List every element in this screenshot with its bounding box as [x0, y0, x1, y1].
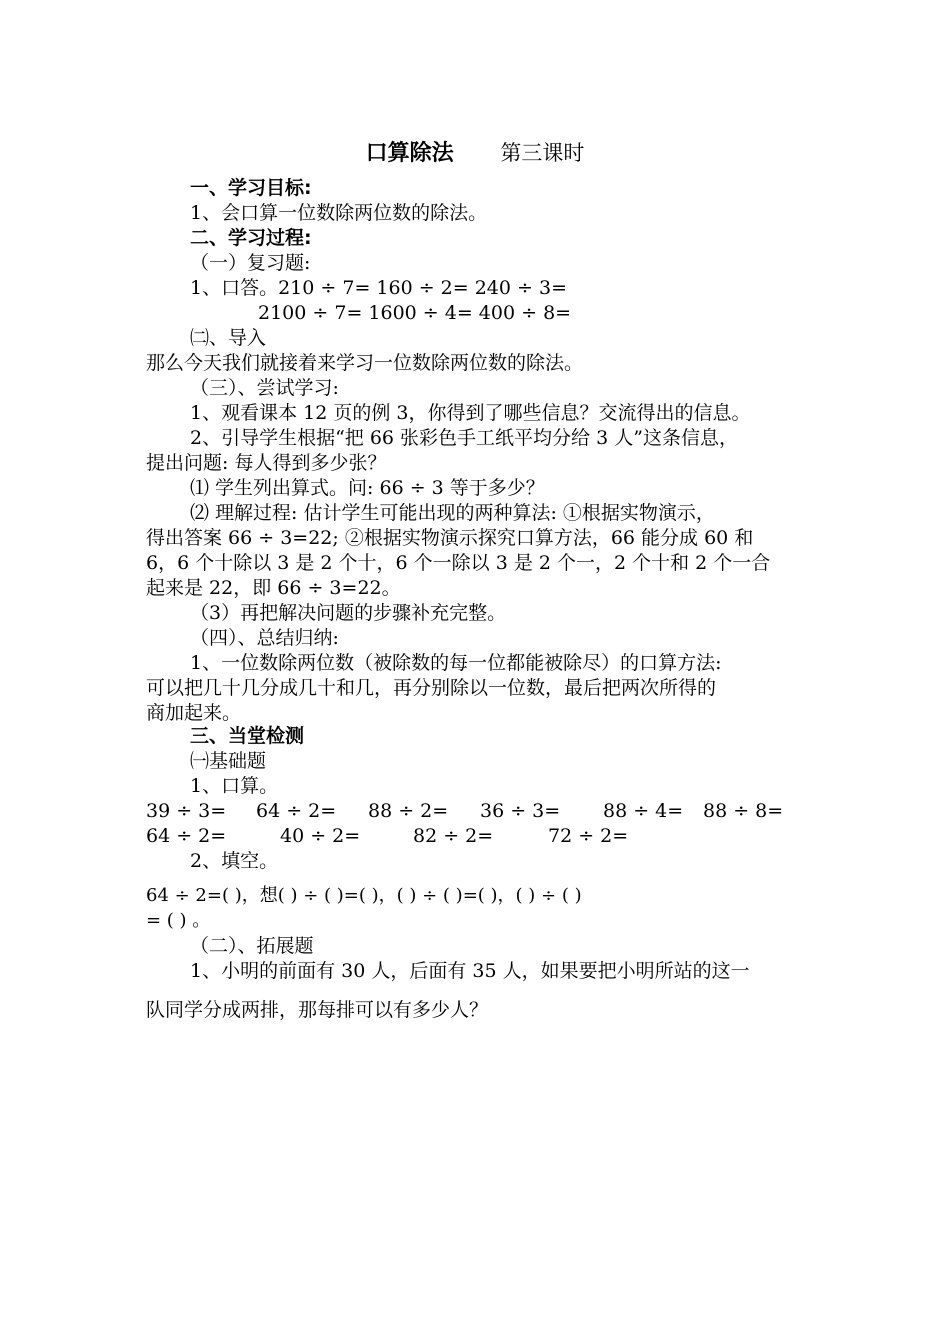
heading-check	[190, 724, 304, 748]
extension-item-1: 1、小明的前面有 30 人，后面有 35 人，如果要把小明所站的这一	[190, 960, 750, 982]
section-basic: ㈠基础题	[190, 750, 267, 772]
section-intro: ㈡、导入	[190, 327, 267, 349]
try-item-2-cont: 提出问题: 每人得到多少张？	[146, 452, 387, 474]
oral-item: 64 ÷ 2=	[256, 800, 337, 822]
summary-line-1: 1、一位数除两位数（被除数的每一位都能被除尽）的口算方法:	[190, 652, 722, 674]
summary-line-3: 商加起来。	[146, 702, 242, 724]
try-step-2-cont-2: 6，6 个十除以 3 是 2 个十，6 个一除以 3 是 2 个一，2 个十和 2 个一合	[146, 552, 771, 574]
try-step-3: （3）再把解决问题的步骤补充完整。	[190, 602, 507, 624]
extension-item-1-cont: 队同学分成两排，那每排可以有多少人？	[146, 999, 489, 1021]
oral-item: 72 ÷ 2=	[548, 825, 629, 847]
heading-goals: 一、学习目标:	[190, 177, 312, 199]
review-line-2: 2100 ÷ 7= 1600 ÷ 4= 400 ÷ 8=	[258, 302, 572, 324]
section-try: （三）、尝试学习:	[190, 377, 339, 399]
fill-line-2: = ( ) 。	[146, 910, 211, 931]
intro-text: 那么今天我们就接着来学习一位数除两位数的除法。	[146, 352, 584, 374]
fill-line-1: 64 ÷ 2=( )，想( ) ÷ ( )=( )，( ) ÷ ( )=( )，( ) ÷ ( )	[146, 885, 582, 906]
try-step-2-cont-1: 得出答案 66 ÷ 3=22; ②根据实物演示探究口算方法，66 能分成 60 和	[146, 527, 754, 549]
title-sub: 第三课时	[500, 141, 585, 165]
page-title	[0, 136, 950, 167]
oral-item: 88 ÷ 2=	[368, 800, 449, 822]
try-step-2: ⑵ 理解过程: 估计学生可能出现的两种算法: ①根据实物演示，	[190, 502, 715, 524]
review-line-1: 1、口答。210 ÷ 7= 160 ÷ 2= 240 ÷ 3=	[190, 277, 567, 299]
basic-item-2: 2、填空。	[190, 850, 279, 872]
oral-item: 64 ÷ 2=	[146, 825, 227, 847]
heading-check-text: 三、当堂检测	[190, 725, 305, 747]
section-summary: （四）、总结归纳:	[190, 627, 339, 649]
goal-item: 1、会口算一位数除两位数的除法。	[190, 202, 488, 224]
try-item-1: 1、观看课本 12 页的例 3，你得到了哪些信息？交流得出的信息。	[190, 402, 751, 424]
try-step-2-cont-3: 起来是 22，即 66 ÷ 3=22。	[146, 577, 401, 599]
heading-process: 二、学习过程:	[190, 227, 312, 249]
oral-item: 88 ÷ 4=	[603, 800, 684, 822]
oral-item: 40 ÷ 2=	[280, 825, 361, 847]
oral-item: 39 ÷ 3=	[146, 800, 227, 822]
try-step-1: ⑴ 学生列出算式。问: 66 ÷ 3 等于多少？	[190, 477, 545, 499]
oral-item: 36 ÷ 3=	[480, 800, 561, 822]
oral-item: 88 ÷ 8=	[703, 800, 784, 822]
section-review: （一）复习题:	[190, 252, 311, 274]
basic-item-1: 1、口算。	[190, 775, 279, 797]
section-extension: （二）、拓展题	[190, 935, 314, 957]
summary-line-2: 可以把几十几分成几十和几，再分别除以一位数，最后把两次所得的	[146, 677, 717, 699]
title-main: 口算除法	[365, 141, 454, 166]
oral-item: 82 ÷ 2=	[413, 825, 494, 847]
try-item-2: 2、引导学生根据“把 66 张彩色手工纸平均分给 3 人”这条信息，	[190, 427, 738, 449]
